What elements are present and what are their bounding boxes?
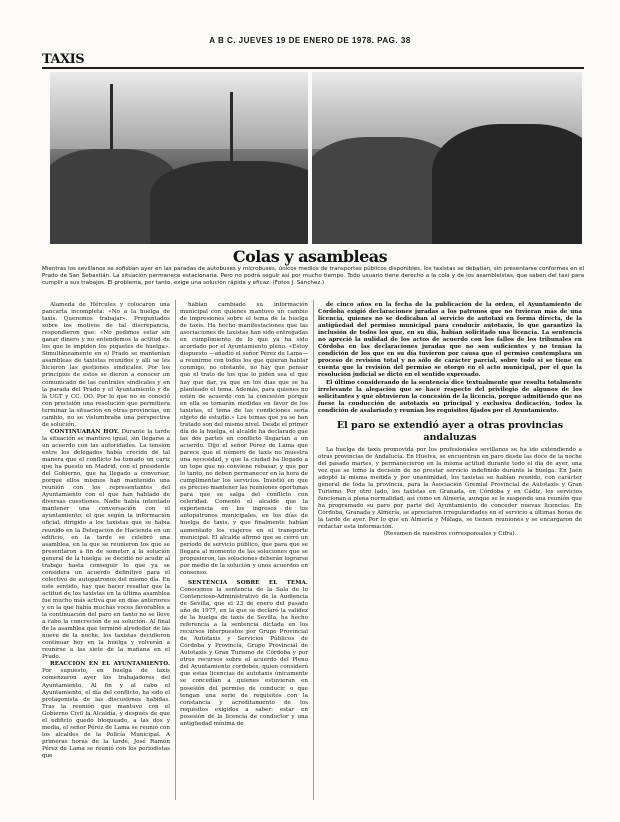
section-rule [42, 67, 584, 69]
section-title: TAXIS [42, 52, 85, 67]
col1-lead: REACCIÓN EN EL AYUNTAMIENTO. [50, 661, 170, 668]
photo-title: Colas y asambleas [232, 247, 388, 266]
photo-caption: Mientras los sevillanos se sofisban ayer en las paradas de autobuses y microbuses, únicos medios de transportes públicos disponibles, los taxistas se debatían, sin presentarse conformes en el Prado de San Sebastián. La situación permanece estacionaria. Pero no podrá seguir así por mucho tiempo. Todo usuario tiene derecho a la cola y de los asambleistas, que saben del taxi para cumplir a sus trabajos. El problema, por tanto, exige una solución rápida y eficaz. (Fotos J. Sánchez.) [42, 266, 584, 286]
col2-paragraph: habían cambiado su información municipal con quienes mantuvo un cambio de impresiones sobre el tema de la huelga de taxis. Ha hecho manifestaciones que las asociaciones de taxistas han sido entregadas en cumplimiento de lo que ya ha sido acordado por el Ayuntamiento pleno. «Estoy dispuesto —añadió el señor Pérez de Lama— a reunirme con todos los que quieran hablar conmigo, no obstante, no hay que pensar que el trato de los que lo piden sea el que hay que dar, ya que en los días que se ha planteado el tema. Además, para quienes no estén de acuerdo con la concesión porque en ella se tomarán medidas en favor de los taxistas, el tema de las condiciones sería objeto de estudio.» Los temas que ya se han tratado son del mismo nivel. Desde el primer día de la huelga, el alcalde ha declarado que las dos partes en conflicto llegarían a un acuerdo. Dijo el señor Pérez de Lama que parece que el número de taxis no muestra una necesidad, y que la ciudad ha llegado a un tope que no conviene rebasar, y que por lo tanto, no deben permanecer en la hora de cumplimentar los servicios. Insistió en que es preciso mantener las reuniones oportunas para que se salga del conflicto con celeridad. Comentó el alcalde que la experiencia en los ingresos de los autopatronos municipales, en los días de huelga de taxis, y que finalmente habían aumentado los viajeros en el transporte municipal. El alcalde afirmó que se cerró un período de servicio público, que para que se llegara al momento de las soluciones que se propusieron, las soluciones deberán lograrse por medio de la solución y unos acuerdos en consenso. [180, 302, 309, 576]
column-divider [175, 300, 176, 800]
column-divider [313, 300, 314, 800]
photo-right [312, 72, 582, 244]
col1-paragraph: Por supuesto, en huelga de taxis comenzaron ayer los trabajadores del Ayuntamiento. Al fin y al cabo el Ayuntamiento, el día del conflicto, ha sido el protagonista de las discusiones habidas. Tras la reunión que mantuvo con el Gobierno Civil la Alcaldía, y después de que el edificio quedó bloqueado, a las dos y media, el señor Pérez de Lama se reunió con los alcaldes de la Policía Municipal. A primeras horas de la tarde, José Ramón Pérez de Lama se reunió con los periodistas que [42, 668, 170, 759]
col3-signature: (Resumen de nuestros corresponsales y Cifra). [383, 531, 517, 538]
col1-lead: CONTINUARÁN HOY. [50, 428, 120, 435]
col1-paragraph: Durante la tarde la situación se mantuvo igual, sin llegarse a un acuerdo con las autoridades. La tensión entre los delegados había crecido de tal manera que el conflicto ha tomado un cariz que ha puesto en Madrid, con el presidente del Gobierno, que ha llegado a conversar, porque ellos mismos han mantenido una reunión con los representantes del Ayuntamiento con el que han hablado de diversas cuestiones. Nadie había intentado mantener una conversación con el ayuntamiento; el que según la información oficial, dirigido a los taxistas que se había reunido en la Delegación de Hacienda en un edificio, en la tarde se celebró una asamblea, en la que se reunieron los que se presentaron a fin de someter a la solución general de la huelga: se decidió no acudir al trabajo hasta conseguir lo que ya se considera un acuerdo definitivo para el colectivo de autopatronos del mismo día. En este sentido, hay que hacer resaltar que la actitud de los taxistas en la última asamblea fue mucho más activa que en días anteriores y en la que había muchas voces favorables a la continuación del paro en tanto no se lleve a cabo la concreción de su solución. Al final de la asamblea que terminó alrededor de las nueve de la noche, los taxistas decidieron continuar hoy en la huelga y volverán a reunirse a las siete de la mañana en el Prado. [42, 428, 171, 661]
col2-lead: SENTENCIA SOBRE EL TEMA. [188, 579, 308, 586]
column-1 [42, 302, 170, 760]
col3-subheading: El paro se extendió ayer a otras provincias andaluzas [336, 419, 564, 443]
column-3 [318, 302, 582, 538]
col3-paragraph: de cinco años en la fecha de la publicación de la orden, el Ayuntamiento de Córdoba exigió declaraciones juradas a los patronos que no tuvieran más de una licencia, quienes no se dedicaban al servicio de autotaxi en forma directa, de la antigüedad del permiso municipal para conducir autotaxis, lo que garantizó la inclusión de todos los que, en su día, habían solicitado una licencia. La sentencia no apreció la nulidad de los actos de acuerdo con los fallos de los tribunales en Córdoba en las declaraciones juradas que no son suficientes y no tenían la condición de los que en su día tuvieron por causa que el permiso contemplara un proceso de revisión total y no sólo de carácter parcial, sobre todo si se tiene en cuenta que la revisión del permiso se otorgó en el acto municipal, por el que la resolución judicial se dictó en el sentido expresado. [318, 302, 582, 379]
col3-paragraph: La huelga de taxis promovida por los profesionales sevillanos se ha ido extendiendo a otras provincias de Andalucía. En Huelva, se encuentran en paro desde las doce de la noche del pasado martes, y permanecieron en la misma actitud durante todo el día de ayer, una vez que se tomó la decisión de no prestar servicio indefinido durante la huelga. En Jaén adoptó la misma medida y por unanimidad, los taxistas se habían reunido, con carácter general de toda la provincia, para la Asociación Gremial Provincial de Autotaxis y Gran Turismo. Por otro lado, los taxistas en Granada, en Córdoba y en Cádiz, los servicios funcionan a plena normalidad, así como en Almería, aunque se le suspende una reunión que ha programado su paro por parte del Ayuntamiento de conceder nuevas licencias. En Córdoba, Granada y Almería, se apreciaron irregularidades en el servicio a últimas horas de la tarde de ayer. Por lo que en Almería y Málaga, se tienen reuniones y se encargaron de redactar esta información. [318, 446, 582, 531]
photo-left [50, 72, 308, 244]
page-header: A B C. JUEVES 19 DE ENERO DE 1978. PAG. 38 [209, 36, 411, 45]
column-2 [180, 302, 308, 728]
col1-paragraph: Alameda de Hércules y colocaron una pancarta incompleta: «No a la huelga de taxis. Queremos trabajar». Preguntados sobre los motivos de tal discrepancia, respondieron que: «No pedimos estar sin ganar dinero y no entendemos la actitud de los que le impiden los piquetes de huelga». Simultáneamente en el Prado se mantenían asambleas de taxistas reunidos y allí se les hicieron las gestiones sindicales. Por los principios de estos se dieron a conocer un comunicado de las centrales sindicales y en la parada del Prado y el Ayuntamiento y de la UGT y CC. OO. Por lo que no se conoció con precisión una resolución que permitiera terminar la situación en otras provincias, en cambio, no se vislumbraba una perspectiva de solución. [42, 302, 170, 428]
col2-paragraph: Conocemos la sentencia de la Sala de lo Contencioso-Administrativo de la Audiencia de Sevilla, que el 23 de enero del pasado año de 1977, en la que se declaró la validez de la huelga de taxis de Sevilla, ha hecho referencia a la sentencia dictada en los recursos interpuestos por Grupo Provincial de Autotaxis y Servicios Públicos de Córdoba y Provincia, Grupo Provincial de Autotaxis y Gran Turismo de Córdoba y por otros recursos sobre el acuerdo del Pleno del Ayuntamiento cordobés, quien consideró que estas licencias de autotaxis únicamente se concedían a quienes estuvieran en posesión del permiso de conducir, o que tengan una serie de requisitos con la constancia y acreditamiento de los requisitos exigidos a saber: estar en posesión de la licencia de conductor y una antigüedad mínima de [180, 586, 308, 727]
col3-paragraph: El último considerando de la sentencia dice textualmente que resulta totalmente irrelevante la alegación que se hace respecto del privilegio de algunos de los solicitantes y que obtuvieron la concesión de la licencia, porque admitiendo que no fuese la conducción de autotaxis su principal y exclusiva dedicación, todos la condición de asalariado y reunían los requisitos fijados por el Ayuntamiento. [318, 379, 582, 414]
